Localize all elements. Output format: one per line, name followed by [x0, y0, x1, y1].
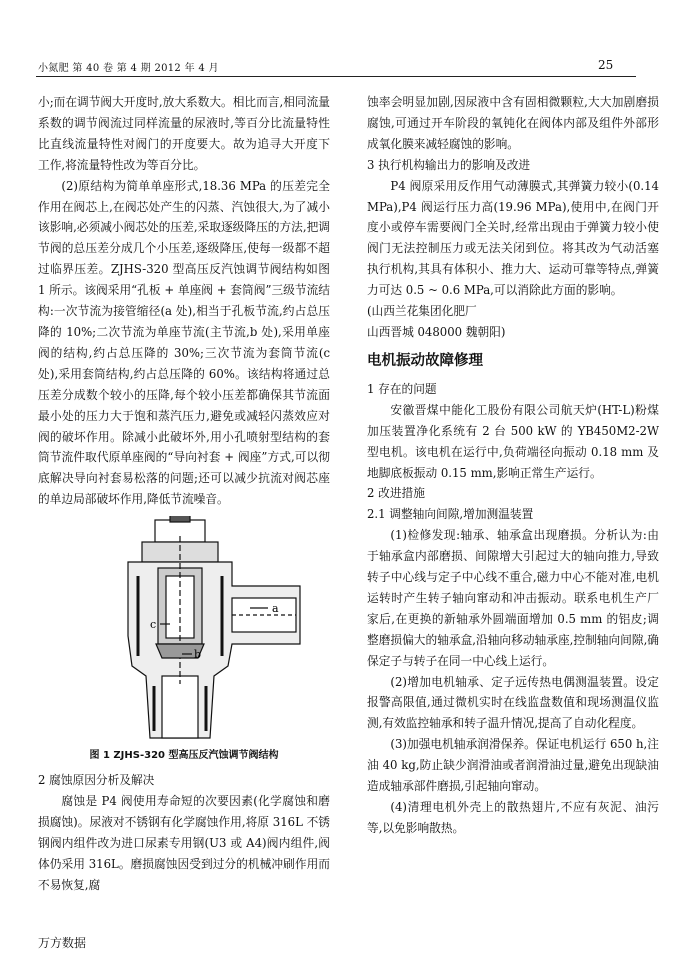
paragraph: 腐蚀是 P4 阀使用寿命短的次要因素(化学腐蚀和磨损腐蚀)。尿液对不锈钢有化学腐蚀作用,将原 316L 不锈钢阀内组件改为进口尿素专用钢(U3 或 A4)阀内组件,阀体仍采用 316L。磨损腐蚀因受到过分的机械冲刷作用而不易恢复,腐	[38, 794, 330, 892]
section-heading: 3 执行机构输出力的影响及改进	[367, 157, 531, 172]
section-heading: 2 腐蚀原因分析及解决	[38, 773, 155, 788]
paragraph: (2)增加电机轴承、定子远传热电偶测温装置。设定报警高限值,通过微机实时在线监盘数值和现场测温仪监测,有效监控轴承和转子温升情况,提高了自动化程度。	[367, 674, 659, 731]
page-number: 25	[598, 58, 614, 72]
label-c: c	[150, 618, 157, 632]
label-a: a	[272, 602, 279, 616]
article-title: 电机振动故障修理	[367, 352, 483, 369]
right-column	[367, 92, 659, 839]
paragraph: (2)原结构为简单单座形式,18.36 MPa 的压差完全作用在阀芯上,在阀芯处产生的闪蒸、汽蚀很大,为了减小该影响,必须减小阀芯处的压差,采取逐级降压的方法,把调节阀的总压差分成几个小压差,逐级降压,使每一级都不超过临界压差。ZJHS-320 型高压反汽蚀调节阀结构如图 1 所示。该阀采用“孔板 + 单座阀 + 套筒阀”三级节流结构:一次节流为接管缩径(a 处),相当于孔板节流,约占总压降的 10%;二次节流为单座节流(主节流,b 处),采用单座阀的结构,约占总压降的 30%;三次节流为套筒节流(c 处),采用套筒结构,约占总压降的 60%。该结构将通过总压差分成数个较小的压降,每个较小压差都确保其节流面最小处的压力大于饱和蒸汽压力,避免或减轻闪蒸效应对阀的破坏作用。除减小此破坏外,用小孔喷射型结构的套筒节流件取代原单座阀的“导向衬套 + 阀座”方式,可以彻底解决导向衬套易松落的问题;还可以减少抗流对阀芯座的单边局部破坏作用,降低节流噪音。	[38, 178, 330, 507]
paragraph: (3)加强电机轴承润滑保养。保证电机运行 650 h,注油 40 kg,防止缺少润滑油或者润滑油过量,避免出现缺油造成轴承部件磨损,引起轴向窜动。	[367, 737, 659, 794]
subsection-heading: 2.1 调整轴向间隙,增加测温装置	[367, 507, 534, 522]
section-heading: 1 存在的问题	[367, 381, 437, 396]
running-header: 小氮肥 第 40 卷 第 4 期 2012 年 4 月	[38, 63, 219, 74]
author-affiliation: (山西兰花集团化肥厂	[367, 304, 477, 319]
paragraph: (4)清理电机外壳上的散热翅片,不应有灰泥、油污等,以免影响散热。	[367, 800, 659, 835]
footer-watermark: 万方数据	[38, 936, 87, 950]
section-heading: 2 改进措施	[367, 486, 425, 501]
label-b: b	[194, 648, 202, 662]
paragraph: 小;而在调节阀大开度时,放大系数大。相比而言,相同流量系数的调节阀流过同样流量的尿液时,等百分比流量特性比直线流量特性对阀门的开度要大。故为追寻大开度下工作,将流量特性改为等百分比。	[38, 95, 330, 172]
author-affiliation: 山西晋城 048000 魏朝阳)	[367, 324, 506, 339]
figure-caption: 图 1 ZJHS-320 型高压反汽蚀调节阀结构	[89, 750, 279, 762]
valve-drawing	[38, 516, 330, 742]
header-rule	[36, 76, 636, 77]
paragraph: 安徽晋煤中能化工股份有限公司航天炉(HT-L)粉煤加压装置净化系统有 2 台 500 kW 的 YB450M2-2W 型电机。该电机在运行中,负荷端径向振动 0.18 mm 及地脚底板振动 0.15 mm,影响正常生产运行。	[367, 402, 659, 480]
valve-structure-figure	[38, 516, 330, 742]
left-column	[38, 92, 330, 896]
paragraph: P4 阀原采用反作用气动薄膜式,其弹簧力较小(0.14 MPa),P4 阀运行压力高(19.96 MPa),使用中,在阀门开度小或停车需要阀门全关时,经常出现由于弹簧力较小使阀门无法控制压力或无法关闭到位。将其改为气动活塞执行机构,其具有体积小、推力大、运动可靠等特点,弹簧力可达 0.5 ~ 0.6 MPa,可以消除此方面的影响。	[367, 178, 659, 298]
paragraph: (1)检修发现:轴承、轴承盒出现磨损。分析认为:由于轴承盒内部磨损、间隙增大引起过大的轴向推力,导致转子中心线与定子中心线不重合,磁力中心不能对准,电机运转时产生转子轴向窜动和冲击振动。联系电机生产厂家后,在更换的新轴承外圆端面增加 0.5 mm 的铝皮;调整磨损偏大的轴承盒,沿轴向移动轴承座,控制轴向间隙,确保定子与转子在同一中心线上运行。	[367, 528, 659, 668]
paragraph: 蚀率会明显加剧,因尿液中含有固相微颗粒,大大加剧磨损腐蚀,可通过开车阶段的氧钝化在阀体内部及组件外部形成氧化膜来减轻腐蚀的影响。	[367, 95, 659, 151]
